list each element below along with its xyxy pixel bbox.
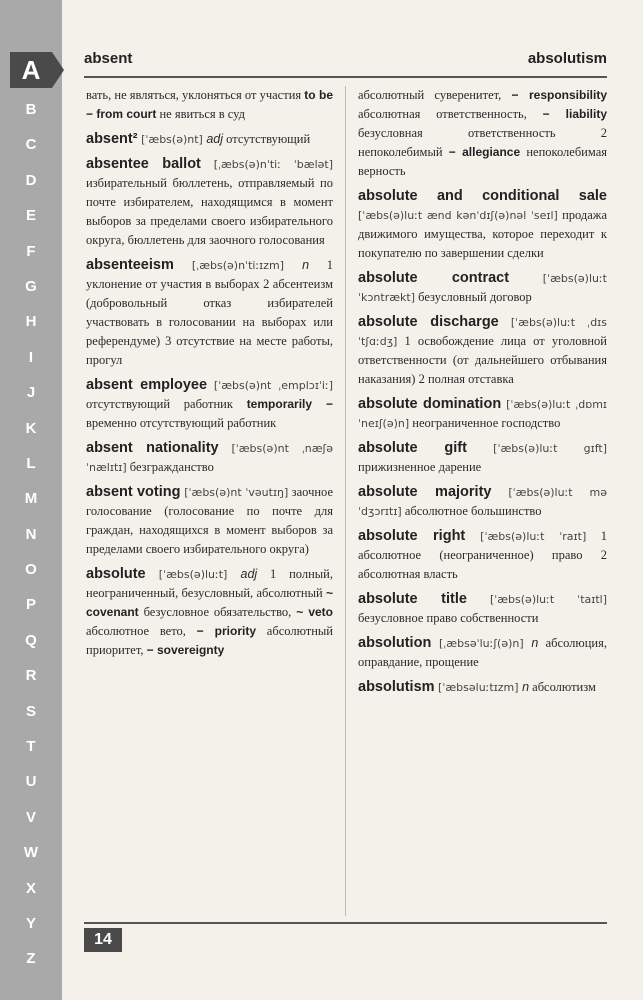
index-letter-w[interactable]: W [23, 844, 39, 862]
active-letter-tab[interactable]: A [10, 52, 52, 88]
headword: absent nationality [86, 440, 219, 456]
index-letter-g[interactable]: G [25, 277, 37, 295]
headword: absolute title [358, 591, 467, 607]
index-letter-e[interactable]: E [25, 207, 36, 225]
index-letter-x[interactable]: X [25, 879, 36, 897]
dictionary-entry [86, 256, 333, 370]
definition-text: отсутствующий [223, 132, 311, 146]
sub-phrase: − liability [542, 107, 608, 121]
definition-text: абсолютный приоритет, [86, 624, 333, 657]
part-of-speech: n [302, 258, 310, 272]
headword: absolution [358, 635, 432, 651]
part-of-speech: adj [240, 567, 258, 581]
definition-text: безусловный договор [415, 290, 532, 304]
index-letter-i[interactable]: I [28, 348, 34, 366]
headword: absolute discharge [358, 314, 499, 330]
index-letter-b[interactable]: B [25, 101, 37, 118]
dictionary-entry [358, 395, 607, 433]
dictionary-entry [358, 269, 607, 307]
transcription: [ˈæbs(ə)nt ˈvəutɪŋ] [180, 486, 289, 499]
index-letter-k[interactable]: K [25, 419, 37, 437]
index-letter-l[interactable]: L [26, 454, 36, 472]
definition-text: избирательный бюллетень, отправляемый по почте избирателем, находящимся в момент выборов за пределами своего избирательного округа, бюллетень для заочного голосования [86, 176, 333, 247]
dictionary-entry [86, 439, 333, 477]
definition-text: непоколебимая верность [358, 145, 607, 178]
index-letter-o[interactable]: O [25, 561, 37, 579]
dictionary-entry [86, 155, 333, 250]
definition-text: абсолютизм [529, 680, 596, 694]
headword: absolute [86, 566, 146, 582]
index-letter-y[interactable]: Y [25, 914, 36, 932]
definition-text: безусловное обязательство, [138, 605, 297, 619]
transcription: [ˈæbs(ə)nt ˌnæʃəˈnælɪtɪ] [86, 442, 333, 474]
dictionary-entry [358, 86, 607, 181]
dictionary-entry [86, 483, 333, 559]
headword: absenteeism [86, 257, 174, 273]
transcription: [ˈæbs(ə)nt ˌemplɔɪˈiː] [207, 379, 333, 392]
transcription: [ˈæbs(ə)luːt ˈtaɪtl] [466, 593, 607, 606]
transcription: [ˌæbs(ə)nˈtiː ˈbælət] [200, 158, 333, 171]
dictionary-entry [358, 313, 607, 389]
headword: absolute contract [358, 270, 510, 286]
index-letter-r[interactable]: R [25, 667, 37, 685]
transcription: [ˈæbs(ə)luːt ˌdɒmɪˈneɪʃ(ə)n] [358, 398, 608, 430]
part-of-speech: n [531, 636, 539, 650]
transcription: [ˌæbsəˈluːʃ(ə)n] [431, 637, 532, 650]
definition-text: временно отсутствующий работник [86, 416, 277, 430]
index-letter-m[interactable]: M [24, 490, 38, 508]
dictionary-entry [358, 527, 607, 584]
transcription: [ˈæbs(ə)nt] [137, 133, 207, 146]
definition-text: не явиться в суд [156, 107, 245, 121]
index-letter-f[interactable]: F [26, 242, 36, 260]
sub-phrase: to be − from court [86, 88, 333, 121]
left-column [86, 86, 333, 666]
headword: absolute domination [358, 396, 502, 412]
index-letter-h[interactable]: H [25, 313, 37, 331]
headword: absent² [86, 131, 138, 147]
definition-text: абсолюция, оправдание, прощение [358, 636, 607, 669]
definition-text: вать, не являться, уклоняться от участия [86, 88, 305, 102]
definition-text: 1 освобождение лица от уголовной ответственности (от дальнейшего отбывания наказания) 2 полная отставка [358, 334, 607, 386]
definition-text: 1 полный, неограниченный, безусловный, абсолютный [86, 567, 333, 600]
definition-text: заочное голосование (голосование по почте для граждан, находящихся в момент выборов за пределами своего избирательного округа) [86, 485, 333, 556]
dictionary-entry [358, 483, 607, 521]
definition-text: абсолютное большинство [401, 504, 542, 518]
index-letter-u[interactable]: U [25, 773, 37, 791]
dictionary-entry [86, 86, 333, 124]
running-header [84, 50, 607, 72]
footer-rule [84, 922, 607, 924]
definition-text: абсолютное вето, [86, 624, 197, 638]
page-number: 14 [84, 928, 122, 952]
index-letter-n[interactable]: N [25, 525, 37, 543]
header-last-word: absolutism [527, 50, 607, 67]
index-letter-s[interactable]: S [25, 702, 36, 720]
index-letter-d[interactable]: D [25, 171, 37, 189]
index-letter-t[interactable]: T [26, 738, 36, 756]
dictionary-entry [358, 634, 607, 672]
dictionary-entry [358, 678, 607, 697]
headword: absolute majority [358, 484, 492, 500]
sub-phrase: ~ veto [296, 605, 334, 619]
headword: absentee ballot [86, 156, 201, 172]
transcription: [ˈæbs(ə)luːt məˈdʒɔrɪtɪ] [358, 486, 607, 518]
dictionary-entry [86, 565, 333, 660]
header-rule [84, 76, 607, 78]
definition-text: 1 уклонение от участия в выборах 2 абсентеизм (добровольный отказ избирателей участвовать в голосовании на выборах или референдуме) 3 отсутствие на месте работы, прогул [86, 258, 333, 367]
alphabet-index-strip [0, 0, 62, 1000]
dictionary-entry [358, 187, 607, 263]
dictionary-entry [358, 439, 607, 477]
definition-text: абсолютный суверенитет, [358, 88, 512, 102]
right-column [358, 86, 607, 703]
sub-phrase: ~ covenant [86, 586, 333, 619]
sub-phrase: − sovereignty [146, 643, 225, 657]
sub-phrase: − allegiance [448, 145, 521, 159]
transcription: [ˌæbs(ə)nˈtiːɪzm] [173, 259, 303, 272]
column-separator [345, 86, 346, 916]
header-first-word: absent [84, 50, 133, 67]
index-letter-p[interactable]: P [25, 596, 36, 614]
index-letter-v[interactable]: V [25, 808, 36, 826]
letter-index-list [0, 92, 62, 977]
definition-text: абсолютная ответственность, [358, 107, 543, 121]
definition-text: безгражданство [126, 460, 214, 474]
part-of-speech: adj [206, 132, 224, 146]
transcription: [ˈæbs(ə)luːt] [145, 568, 241, 581]
index-letter-z[interactable]: Z [26, 950, 36, 968]
definition-text: 1 абсолютное (неограниченное) право 2 абсолютная власть [358, 529, 608, 581]
definition-text: неограниченное господство [409, 416, 561, 430]
index-letter-q[interactable]: Q [25, 631, 37, 649]
transcription: [ˈæbsəluːtɪzm] [434, 681, 523, 694]
dictionary-entry [86, 376, 333, 433]
sub-phrase: − priority [196, 624, 257, 638]
definition-text: безусловное право собственности [358, 611, 539, 625]
definition-text: прижизненное дарение [358, 460, 482, 474]
index-letter-c[interactable]: C [25, 136, 37, 154]
transcription: [ˈæbs(ə)luːt ˈraɪt] [465, 530, 587, 543]
transcription: [ˈæbs(ə)luːt gɪft] [466, 442, 607, 455]
transcription: [ˈæbs(ə)luːt ˌdɪsˈtʃɑːdʒ] [358, 316, 607, 348]
headword: absolute gift [358, 440, 467, 456]
active-tab-arrow-icon [52, 52, 64, 88]
dictionary-entry [358, 590, 607, 628]
sub-phrase: − responsibility [511, 88, 608, 102]
headword: absolute right [358, 528, 466, 544]
headword: absolutism [358, 679, 435, 695]
index-letter-j[interactable]: J [26, 384, 36, 402]
definition-text: продажа движимого имущества, которое переходит к покупателю по завершении сделки [358, 208, 607, 260]
definition-text: отсутствующий работник [86, 397, 247, 411]
headword: absent voting [86, 484, 181, 500]
dictionary-entry [86, 130, 333, 149]
headword: absolute and conditional sale [358, 188, 607, 204]
transcription: [ˈæbs(ə)luːt ˈkɔntrækt] [358, 272, 607, 304]
headword: absent employee [86, 377, 208, 393]
transcription: [ˈæbs(ə)luːt ænd kənˈdɪʃ(ə)nəl ˈseɪl] [358, 209, 558, 222]
sub-phrase: temporarily − [246, 397, 334, 411]
part-of-speech: n [522, 680, 530, 694]
definition-text: безусловная ответственность 2 непоколебимый [358, 126, 607, 159]
